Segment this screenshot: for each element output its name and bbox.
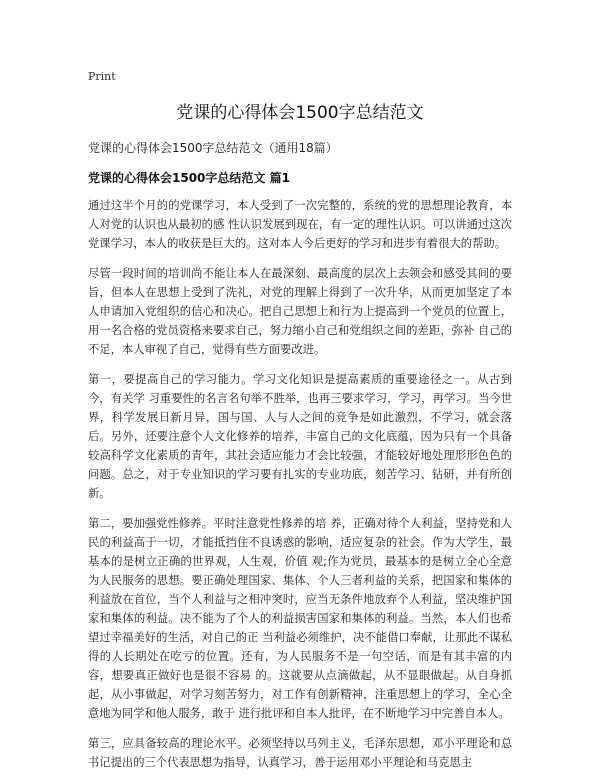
paragraph: 第三，应具备较高的理论水平。必须坚持以马列主义，毛泽东思想，邓小平理论和总 书记提出的三个代表思想为指导，认真学习，善于运用邓小平理论和马克思主 [88,737,512,769]
document-subtitle: 党课的心得体会1500字总结范文（通用18篇） [88,141,338,155]
print-label[interactable]: Print [88,70,116,83]
paragraph: 尽管一段时间的培训尚不能让本人在最深刻、最高度的层次上去领会和感受其间的要旨，但本人在思想上受到了洗礼，对党的理解上得到了一次升华，从而更加坚定了本人申请加入党组织的信心和决心。把自己思想上和行为上提高到一个党员的位置上，用一名合格的党员资格来要求自己，努力缩小自己和党组织之间的差距，弥补 自己的不足，本人审视了自己，觉得有些方面要改进。 [88,267,512,356]
section-heading: 党课的心得体会1500字总结范文 篇1 [88,171,290,185]
paragraph: 通过这半个月的的党课学习，本人受到了一次完整的，系统的党的思想理论教育，本人对党的认识也从最初的感 性认识发展到现在，有一定的理性认识。可以讲通过这次党课学习，本人的收获是巨大的。这对本人今后更好的学习和进步有着很大的帮助。 [88,199,512,250]
paragraph: 第二，要加强党性修养。平时注意党性修养的培 养，正确对待个人利益，坚持党和人民的利益高于一切，才能抵挡住不良诱惑的影响，适应复杂的社会。作为大学生，最基本的是树立正确的世界观，人生观，价值 观;作为党员，最基本的是树立全心全意为人民服务的思想。要正确处理国家、集体、个人三者利益的关系，把国家和集体的利益放在首位，当个人利益与之相冲突时，应当无条件地放弃个人利益，坚决维护国家和集体的利益。决不能为了个人的利益损害国家和集体的利益。当然，本人们也希望过幸福美好的生活，对自己的正 当利益必须维护，决不能借口奉献，让那此不谋私得的人长期处在吃亏的位置。还有，为人民服务不是一句空话，而是有其丰富的内容，想要真正做好也是很不容易 的。这就要从点滴做起，从不显眼做起。从自身抓起，从小事做起，对学习刻苦努力，对工作有创新精神，注重思想上的学习，全心全意地为同学和他人服务，敢于 进行批评和自本人批评，在不断地学习中完善自本人。 [88,517,512,720]
paragraph: 第一，要提高自己的学习能力。学习文化知识是提高素质的重要途径之一。从古到今，有关学 习重要性的名言名句举不胜举，也再三要求学习，学习，再学习。当今世界，科学发展日新月异，国与国、人与人之间的竞争是如此激烈，不学习，就会落后。另外，还要注意个人文化修养的培养，丰富自己的文化底蕴，因为只有一个具备较高科学文化素质的青年，其社会适应能力才会比较强，才能较好地处理形形色色的问题。总之，对于专业知识的学习要有扎实的专业功底，刻苦学习、钻研，并有所创新。 [88,373,512,500]
page-title: 党课的心得体会1500字总结范文 [176,103,424,123]
